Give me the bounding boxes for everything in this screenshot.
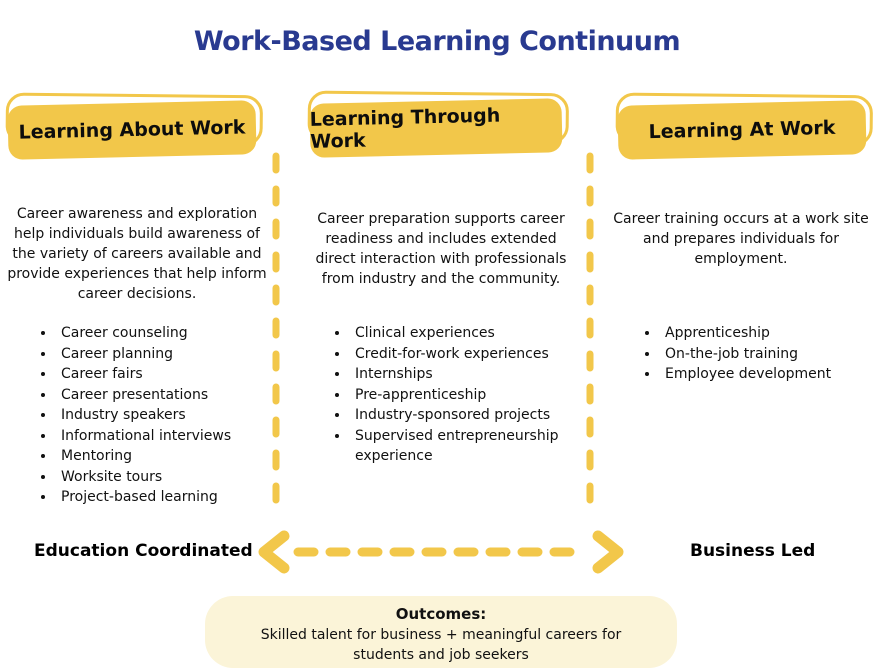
column-bullet-list bbox=[328, 323, 584, 467]
list-item: • Mentoring bbox=[56, 446, 231, 467]
column-description: Career training occurs at a work site and prepares individuals for employment. bbox=[613, 211, 869, 267]
column-bullet-list bbox=[638, 323, 831, 385]
list-item: • Informational interviews bbox=[56, 426, 231, 447]
list-item: • Supervised entrepreneurship experience bbox=[350, 426, 584, 467]
column-divider-left-dashed bbox=[270, 146, 282, 518]
continuum-double-arrow-icon bbox=[252, 529, 630, 575]
list-item: • Internships bbox=[350, 364, 584, 385]
column-header: Learning Through Work bbox=[309, 104, 501, 153]
list-item: • On-the-job training bbox=[660, 344, 831, 365]
outcomes-heading: Outcomes: bbox=[395, 605, 487, 623]
outcomes-box bbox=[205, 596, 677, 668]
list-item: • Apprenticeship bbox=[660, 323, 831, 344]
list-item: • Career planning bbox=[56, 344, 231, 365]
column-learning-about-work bbox=[6, 95, 268, 525]
list-item: • Project-based learning bbox=[56, 487, 231, 508]
business-led-label: Business Led bbox=[690, 541, 816, 561]
list-item: • Employee development bbox=[660, 364, 831, 385]
header-highlight-blob bbox=[309, 98, 562, 158]
column-divider-right-dashed bbox=[584, 146, 596, 518]
list-item: • Industry-sponsored projects bbox=[350, 405, 584, 426]
list-item: • Clinical experiences bbox=[350, 323, 584, 344]
header-highlight-blob bbox=[617, 100, 866, 160]
column-description: Career awareness and exploration help individuals build awareness of the variety of careers available and provide experiences that help inform career decisions. bbox=[7, 206, 267, 302]
column-header: Learning About Work bbox=[18, 116, 246, 144]
outcomes-text: Skilled talent for business + meaningful careers for students and job seekers bbox=[260, 627, 622, 663]
column-header: Learning At Work bbox=[648, 116, 836, 144]
list-item: • Career fairs bbox=[56, 364, 231, 385]
column-learning-through-work bbox=[298, 95, 584, 525]
list-item: • Career counseling bbox=[56, 323, 231, 344]
column-description: Career preparation supports career readiness and includes extended direct interaction with professionals from industry and the community. bbox=[315, 211, 567, 287]
column-learning-at-work bbox=[610, 95, 872, 525]
list-item: • Credit-for-work experiences bbox=[350, 344, 584, 365]
list-item: • Pre-apprenticeship bbox=[350, 385, 584, 406]
list-item: • Worksite tours bbox=[56, 467, 231, 488]
column-bullet-list bbox=[34, 323, 231, 508]
list-item: • Industry speakers bbox=[56, 405, 231, 426]
header-highlight-blob bbox=[7, 100, 256, 160]
education-coordinated-label: Education Coordinated bbox=[34, 541, 253, 561]
list-item: • Career presentations bbox=[56, 385, 231, 406]
page-title: Work-Based Learning Continuum bbox=[193, 26, 681, 57]
